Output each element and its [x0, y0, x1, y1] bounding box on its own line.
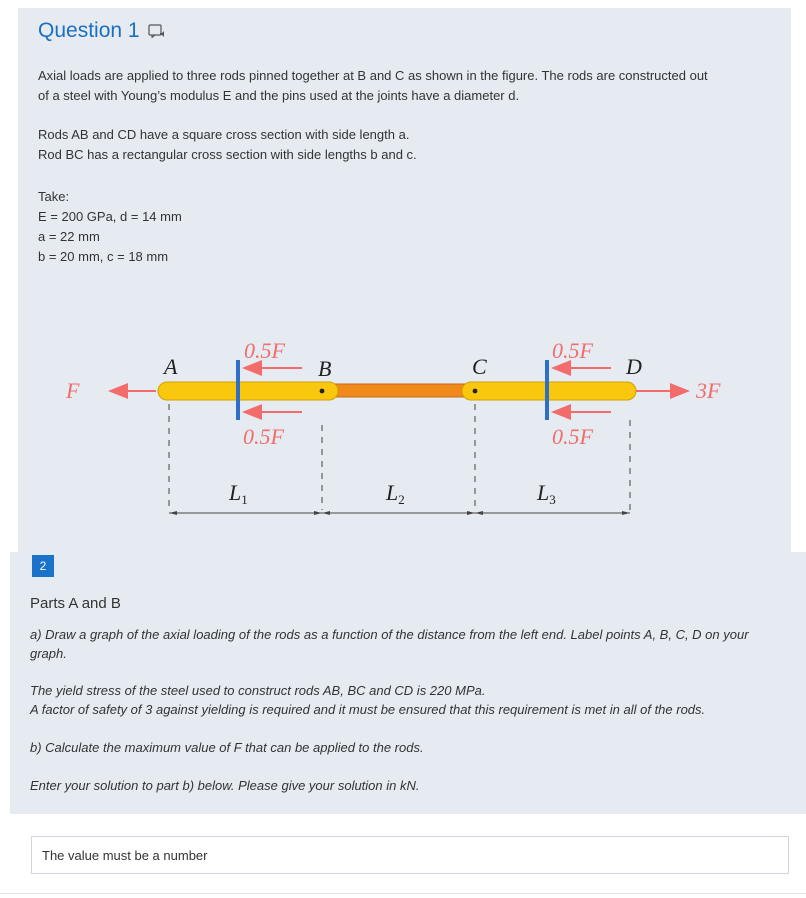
label-load-top-2: 0.5F [552, 338, 593, 363]
given-line-3: b = 20 mm, c = 18 mm [38, 249, 169, 264]
yield-text [30, 681, 790, 719]
given-values [38, 187, 768, 267]
rod-ab [158, 382, 338, 400]
label-d: D [626, 354, 642, 379]
parts-title: Parts A and B [30, 595, 121, 612]
part-a-text [30, 625, 790, 663]
label-c: C [472, 354, 487, 379]
rods-line-2: Rod BC has a rectangular cross section with side lengths b and c. [38, 147, 417, 162]
load-plate-2 [545, 360, 549, 420]
label-force-left: F [66, 378, 80, 403]
take-label: Take: [38, 189, 70, 204]
intro-paragraph [38, 66, 768, 106]
answer-field-container [31, 836, 789, 874]
yield-line-1: The yield stress of the steel used to construct rods AB, BC and CD is 220 MPa. [30, 683, 486, 698]
part-a-line-2: graph. [30, 646, 67, 661]
question-header [38, 19, 166, 43]
part-b-text: b) Calculate the maximum value of F that can be applied to the rods. [30, 740, 424, 755]
part-number-badge: 2 [32, 555, 54, 577]
pin-b [320, 389, 325, 394]
answer-input[interactable] [32, 837, 788, 873]
rods-paragraph [38, 125, 768, 165]
label-length-1: L1 [229, 480, 248, 507]
label-load-top-1: 0.5F [244, 338, 285, 363]
yield-line-2: A factor of safety of 3 against yielding is required and it must be ensured that this requirement is met in all of the rods. [30, 702, 706, 717]
rod-figure [38, 320, 798, 530]
rod-bc [322, 384, 475, 397]
pin-c [473, 389, 478, 394]
rods-line-1: Rods AB and CD have a square cross section with side length a. [38, 127, 410, 142]
load-plate-1 [236, 360, 240, 420]
part-a-line-1: a) Draw a graph of the axial loading of the rods as a function of the distance from the left end. Label points A, B, C, D on your [30, 627, 749, 642]
label-a: A [164, 354, 178, 379]
label-length-2: L2 [386, 480, 405, 507]
given-line-2: a = 22 mm [38, 229, 100, 244]
intro-line-2: of a steel with Young’s modulus E and the pins used at the joints have a diameter d. [38, 88, 520, 103]
parts-panel [10, 552, 806, 814]
label-force-right: 3F [696, 378, 721, 403]
label-length-3: L3 [537, 480, 556, 507]
intro-line-1: Axial loads are applied to three rods pinned together at B and C as shown in the figure. The rods are constructed out [38, 68, 708, 83]
label-b: B [318, 356, 332, 381]
label-load-bottom-2: 0.5F [552, 424, 593, 449]
given-line-1: E = 200 GPa, d = 14 mm [38, 209, 182, 224]
read-aloud-icon[interactable] [148, 24, 166, 38]
enter-solution-text: Enter your solution to part b) below. Please give your solution in kN. [30, 778, 420, 793]
label-load-bottom-1: 0.5F [243, 424, 284, 449]
question-title: Question 1 [38, 19, 140, 42]
bottom-divider [0, 893, 806, 894]
